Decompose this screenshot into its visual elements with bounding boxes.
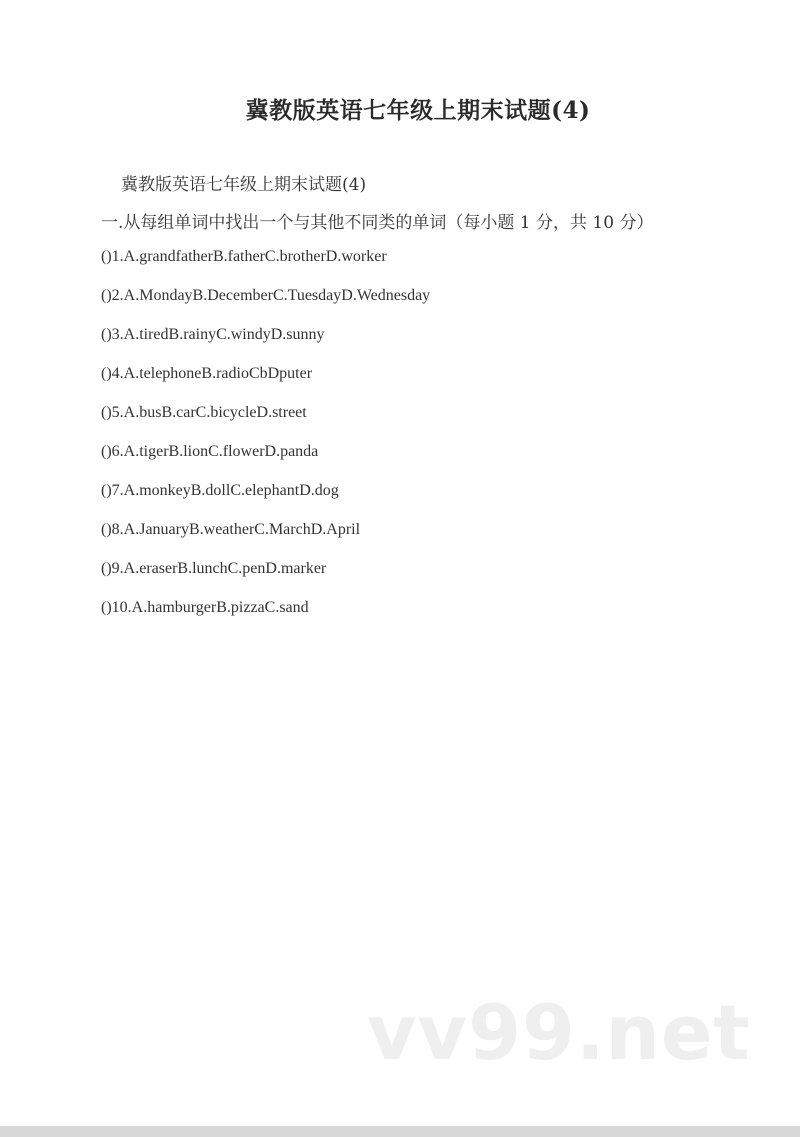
question-item: ()6.A.tigerB.lionC.flowerD.panda bbox=[101, 443, 319, 460]
question-item: ()1.A.grandfatherB.fatherC.brotherD.worker bbox=[101, 248, 387, 265]
question-item: ()8.A.JanuaryB.weatherC.MarchD.April bbox=[101, 521, 361, 538]
question-item: ()9.A.eraserB.lunchC.penD.marker bbox=[101, 560, 327, 577]
question-item: ()2.A.MondayB.DecemberC.TuesdayD.Wednesday bbox=[101, 287, 431, 304]
question-item: ()10.A.hamburgerB.pizzaC.sand bbox=[101, 599, 309, 616]
page-bottom-edge bbox=[0, 1126, 800, 1137]
question-item: ()5.A.busB.carC.bicycleD.street bbox=[101, 404, 307, 421]
question-item: ()4.A.telephoneB.radioCbDputer bbox=[101, 365, 313, 382]
question-item: ()3.A.tiredB.rainyC.windyD.sunny bbox=[101, 326, 325, 343]
watermark: vv99.net bbox=[367, 988, 751, 1077]
question-item: ()7.A.monkeyB.dollC.elephantD.dog bbox=[101, 482, 339, 499]
document-subtitle: 冀教版英语七年级上期末试题(4) bbox=[121, 175, 367, 195]
section-instruction: 一.从每组单词中找出一个与其他不同类的单词（每小题 1 分，共 10 分） bbox=[101, 213, 654, 233]
page-title: 冀教版英语七年级上期末试题(4) bbox=[245, 97, 591, 124]
